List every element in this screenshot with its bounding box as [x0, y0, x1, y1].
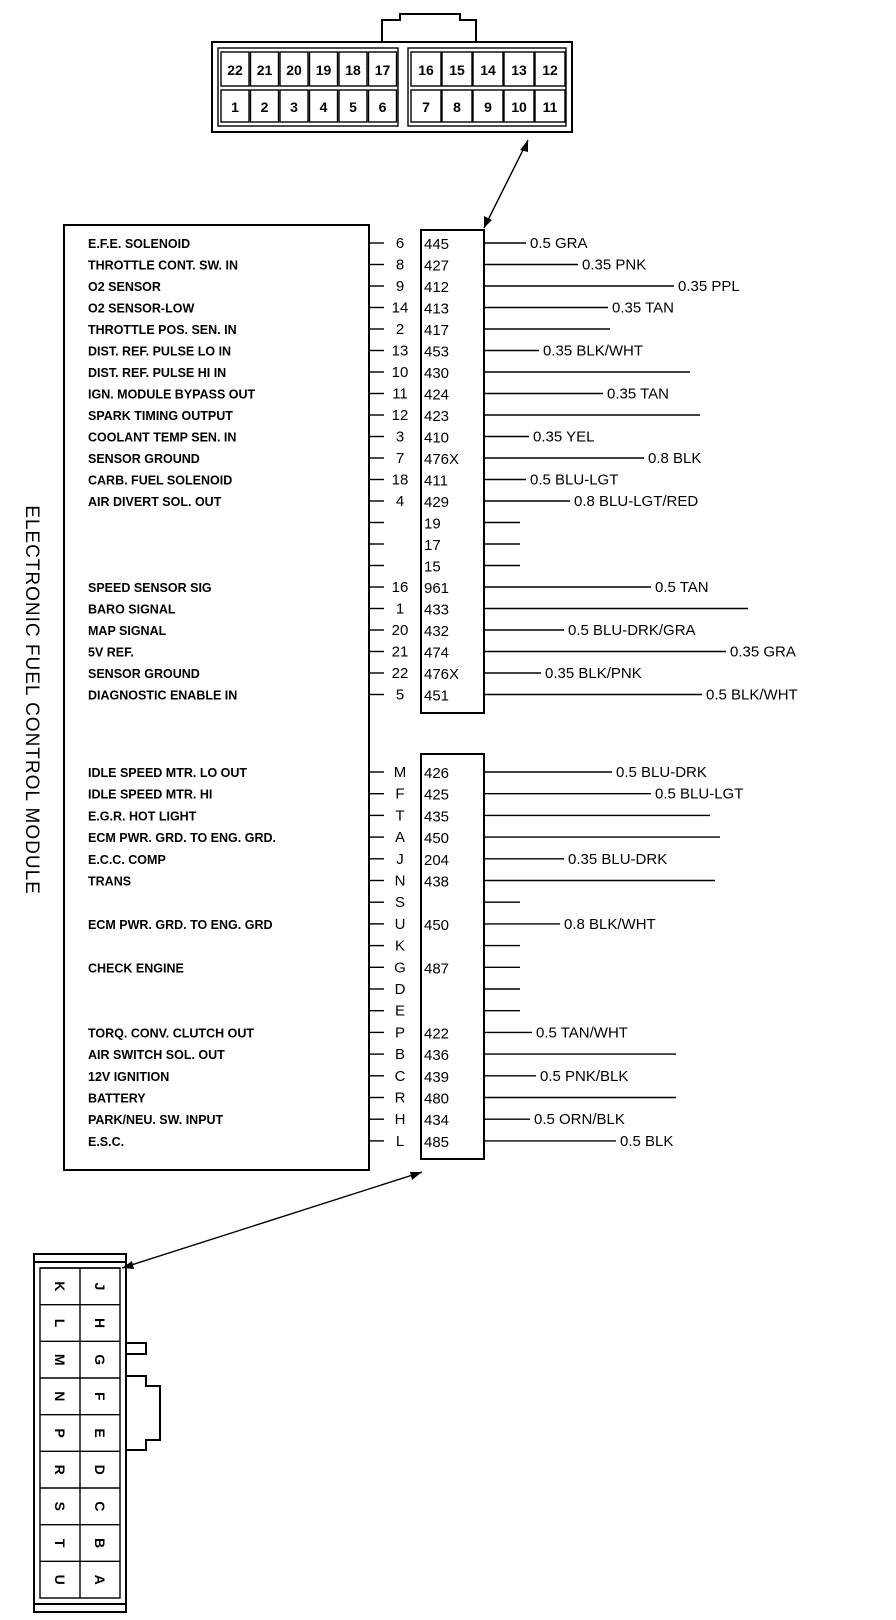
- circuit-number: 436: [424, 1047, 450, 1065]
- ecm-pin-number: 5: [395, 686, 405, 704]
- circuit-function-label: E.G.R. HOT LIGHT: [88, 809, 197, 824]
- top-pin-label: 19: [315, 62, 332, 78]
- arrow-top-connector: [484, 140, 528, 228]
- top-pin-label: 10: [511, 99, 527, 115]
- top-pin-label: 7: [422, 99, 430, 115]
- bottom-pin-label: D: [92, 1464, 108, 1475]
- circuit-function-label: DIAGNOSTIC ENABLE IN: [88, 688, 238, 703]
- top-pin-label: 20: [286, 62, 302, 78]
- top-pin-label: 18: [345, 62, 361, 78]
- circuit-number: 451: [424, 687, 450, 705]
- circuit-number: 435: [424, 808, 450, 826]
- ecm-pin-number: 10: [391, 364, 409, 381]
- bottom-pin-label: A: [92, 1574, 108, 1585]
- circuit-function-label: AIR SWITCH SOL. OUT: [88, 1048, 225, 1063]
- wire-color-label: 0.35 BLK/WHT: [543, 342, 644, 360]
- circuit-function-label: AIR DIVERT SOL. OUT: [88, 495, 222, 509]
- bottom-pin-label: C: [92, 1501, 108, 1512]
- circuit-number: 412: [424, 279, 450, 296]
- top-pin-label: 4: [319, 99, 328, 115]
- bottom-pin-label: N: [52, 1391, 68, 1402]
- ecm-pin-number: 8: [395, 256, 405, 274]
- circuit-function-label: TORQ. CONV. CLUTCH OUT: [88, 1026, 254, 1041]
- circuit-function-label: 5V REF.: [88, 645, 134, 660]
- wire-color-label: 0.5 PNK/BLK: [540, 1067, 629, 1085]
- circuit-function-label: IDLE SPEED MTR. HI: [88, 787, 213, 802]
- bottom-pin-label: F: [92, 1392, 108, 1401]
- ecm-pin-number: P: [394, 1024, 406, 1042]
- top-pin-label: 1: [231, 99, 239, 115]
- ecm-pin-number: 18: [391, 471, 409, 489]
- circuit-function-label: ECM PWR. GRD. TO ENG. GRD: [88, 917, 273, 932]
- wire-color-label: 0.5 BLU-DRK/GRA: [568, 622, 696, 639]
- bottom-pin-label: P: [52, 1428, 68, 1438]
- circuit-function-label: SENSOR GROUND: [88, 667, 200, 681]
- ecm-pin-number: G: [394, 959, 406, 977]
- circuit-function-label: SPEED SENSOR SIG: [88, 581, 212, 595]
- wire-color-label: 0.5 BLK: [620, 1132, 674, 1150]
- wire-color-label: 0.5 GRA: [530, 235, 588, 252]
- bottom-pin-label: K: [52, 1281, 68, 1292]
- ecm-pin-number: K: [394, 937, 406, 955]
- ecm-pin-number: U: [394, 915, 406, 933]
- circuit-number: 411: [424, 472, 448, 490]
- arrow-bottom-connector: [122, 1172, 422, 1269]
- lower-section: [88, 764, 743, 1151]
- ecm-pin-number: 13: [391, 342, 409, 360]
- top-pin-label: 13: [511, 62, 527, 78]
- top-pin-label: 22: [227, 62, 243, 78]
- circuit-function-label: E.S.C.: [88, 1134, 125, 1149]
- bottom-pin-label: J: [92, 1282, 108, 1291]
- wire-color-label: 0.8 BLU-LGT/RED: [574, 493, 699, 510]
- circuit-number: 17: [424, 537, 441, 554]
- ecm-pin-number: H: [394, 1111, 406, 1129]
- bottom-pin-label: T: [52, 1538, 68, 1548]
- wire-color-label: 0.5 BLU-LGT: [655, 785, 744, 803]
- circuit-number: 423: [424, 408, 450, 425]
- bottom-pin-label: L: [52, 1318, 68, 1328]
- circuit-function-label: CARB. FUEL SOLENOID: [88, 473, 233, 488]
- circuit-number: 476X: [424, 451, 460, 468]
- circuit-number: 427: [424, 257, 450, 275]
- circuit-number: 485: [424, 1133, 450, 1151]
- circuit-number: 424: [424, 386, 450, 404]
- ecm-pin-number: 1: [395, 600, 405, 618]
- circuit-function-label: ECM PWR. GRD. TO ENG. GRD.: [88, 831, 276, 846]
- circuit-function-label: CHECK ENGINE: [88, 961, 184, 976]
- ecm-pin-number: 16: [391, 579, 409, 596]
- circuit-number: 480: [424, 1090, 450, 1108]
- wire-color-label: 0.35 YEL: [533, 428, 595, 446]
- wire-color-label: 0.35 BLK/PNK: [545, 665, 642, 682]
- top-connector: [212, 14, 572, 132]
- circuit-number: 432: [424, 623, 450, 640]
- circuit-function-label: BARO SIGNAL: [88, 602, 176, 617]
- wire-color-label: 0.35 BLU-DRK: [568, 850, 668, 868]
- circuit-number: 438: [424, 873, 450, 891]
- top-pin-label: 17: [374, 62, 391, 78]
- ecm-pin-number: 9: [395, 278, 405, 295]
- circuit-function-label: DIST. REF. PULSE HI IN: [88, 366, 227, 380]
- bottom-pin-label: E: [92, 1428, 108, 1438]
- circuit-function-label: SENSOR GROUND: [88, 452, 200, 466]
- bottom-pin-label: M: [52, 1353, 68, 1366]
- bottom-pin-label: H: [92, 1317, 108, 1329]
- top-pin-label: 21: [256, 62, 273, 78]
- wire-color-label: 0.5 BLK/WHT: [706, 686, 798, 704]
- ecm-pin-number: F: [395, 785, 405, 803]
- ecm-pin-number: B: [394, 1046, 406, 1064]
- circuit-number: 15: [424, 558, 441, 576]
- circuit-function-label: TRANS: [88, 874, 132, 889]
- wire-color-label: 0.5 BLU-DRK: [616, 764, 707, 781]
- circuit-number: 19: [424, 515, 441, 533]
- bottom-pin-label: S: [52, 1501, 68, 1512]
- circuit-function-label: O2 SENSOR-LOW: [88, 301, 195, 316]
- circuit-number: 439: [424, 1068, 450, 1086]
- ecm-pin-number: D: [394, 981, 406, 998]
- circuit-function-label: O2 SENSOR: [88, 280, 161, 294]
- circuit-function-label: IGN. MODULE BYPASS OUT: [88, 387, 256, 402]
- circuit-number: 450: [424, 916, 450, 934]
- upper-section: [88, 235, 798, 705]
- ecm-pin-number: 11: [392, 385, 408, 403]
- ecm-pin-number: R: [394, 1089, 406, 1107]
- circuit-function-label: THROTTLE POS. SEN. IN: [88, 323, 237, 337]
- ecm-pin-number: S: [394, 894, 406, 912]
- top-pin-label: 8: [453, 99, 461, 115]
- circuit-number: 410: [424, 429, 450, 447]
- circuit-number: 429: [424, 494, 450, 511]
- circuit-function-label: DIST. REF. PULSE LO IN: [88, 344, 232, 359]
- wire-color-label: 0.35 TAN: [612, 299, 674, 317]
- ecm-pin-number: 14: [391, 299, 409, 317]
- wire-color-label: 0.5 TAN/WHT: [536, 1024, 628, 1042]
- circuit-number: 417: [424, 322, 450, 339]
- wire-color-label: 0.35 TAN: [607, 385, 669, 403]
- ecm-pin-number: 21: [391, 643, 409, 661]
- circuit-number: 433: [424, 601, 450, 619]
- top-pin-label: 3: [290, 99, 298, 115]
- top-pin-label: 6: [378, 99, 387, 115]
- wire-color-label: 0.8 BLK/WHT: [564, 915, 656, 933]
- ecm-pin-number: E: [394, 1002, 406, 1020]
- module-title: ELECTRONIC FUEL CONTROL MODULE: [21, 505, 42, 895]
- circuit-function-label: E.C.C. COMP: [88, 852, 166, 867]
- ecm-pin-number: C: [394, 1067, 406, 1085]
- top-pin-label: 15: [449, 62, 465, 78]
- ecm-pin-number: 3: [395, 428, 405, 446]
- ecm-pin-number: L: [395, 1132, 405, 1150]
- top-pin-label: 16: [418, 62, 434, 78]
- circuit-number: 426: [424, 765, 450, 782]
- circuit-number: 430: [424, 365, 450, 382]
- circuit-function-label: BATTERY: [88, 1091, 146, 1106]
- bottom-connector: [34, 1254, 160, 1620]
- circuit-function-label: E.F.E. SOLENOID: [88, 237, 191, 251]
- circuit-number: 425: [424, 786, 450, 804]
- ecm-pin-number: N: [394, 872, 406, 890]
- top-pin-label: 14: [480, 62, 496, 78]
- circuit-number: 476X: [424, 666, 460, 683]
- circuit-function-label: IDLE SPEED MTR. LO OUT: [88, 766, 248, 780]
- ecm-pin-number: T: [395, 807, 405, 825]
- circuit-number: 204: [424, 851, 450, 869]
- circuit-number: 487: [424, 960, 450, 978]
- wire-color-label: 0.5 ORN/BLK: [534, 1111, 625, 1129]
- ecm-pin-number: M: [393, 764, 407, 781]
- ecm-pin-number: 6: [395, 235, 405, 252]
- top-pin-label: 9: [484, 99, 492, 115]
- bottom-pin-label: G: [92, 1354, 108, 1366]
- ecm-pin-number: J: [396, 850, 404, 868]
- circuit-number: 450: [424, 830, 450, 848]
- ecm-pin-number: 2: [395, 321, 405, 338]
- circuit-number: 474: [424, 644, 450, 662]
- wire-color-label: 0.5 TAN: [655, 579, 709, 596]
- ecm-pin-number: 7: [395, 450, 405, 467]
- circuit-number: 961: [424, 580, 450, 597]
- top-pin-label: 11: [542, 99, 558, 115]
- wire-color-label: 0.35 PPL: [678, 278, 740, 295]
- bottom-pin-label: B: [92, 1537, 108, 1549]
- top-pin-label: 5: [349, 99, 357, 115]
- circuit-function-label: PARK/NEU. SW. INPUT: [88, 1113, 224, 1128]
- wire-color-label: 0.35 GRA: [730, 643, 796, 661]
- ecm-pin-number: 22: [391, 665, 409, 682]
- wire-color-label: 0.8 BLK: [648, 450, 702, 467]
- wire-color-label: 0.5 BLU-LGT: [530, 471, 619, 489]
- circuit-number: 445: [424, 236, 450, 253]
- circuit-number: 413: [424, 300, 450, 318]
- ecm-pin-number: 4: [395, 493, 405, 510]
- circuit-number: 453: [424, 343, 450, 361]
- bottom-pin-label: U: [52, 1574, 68, 1585]
- circuit-number: 422: [424, 1025, 450, 1043]
- ecm-pin-number: 12: [391, 407, 409, 424]
- top-pin-label: 2: [260, 99, 269, 115]
- circuit-function-label: 12V IGNITION: [88, 1069, 170, 1084]
- circuit-function-label: MAP SIGNAL: [88, 624, 167, 638]
- ecm-pin-number: 20: [391, 622, 409, 639]
- circuit-function-label: THROTTLE CONT. SW. IN: [88, 258, 238, 273]
- circuit-number: 434: [424, 1112, 450, 1130]
- circuit-function-label: SPARK TIMING OUTPUT: [88, 409, 233, 423]
- wire-color-label: 0.35 PNK: [582, 256, 647, 274]
- circuit-function-label: COOLANT TEMP SEN. IN: [88, 430, 237, 445]
- ecm-pin-number: A: [394, 829, 406, 847]
- top-pin-label: 12: [542, 62, 558, 78]
- bottom-pin-label: R: [52, 1464, 68, 1475]
